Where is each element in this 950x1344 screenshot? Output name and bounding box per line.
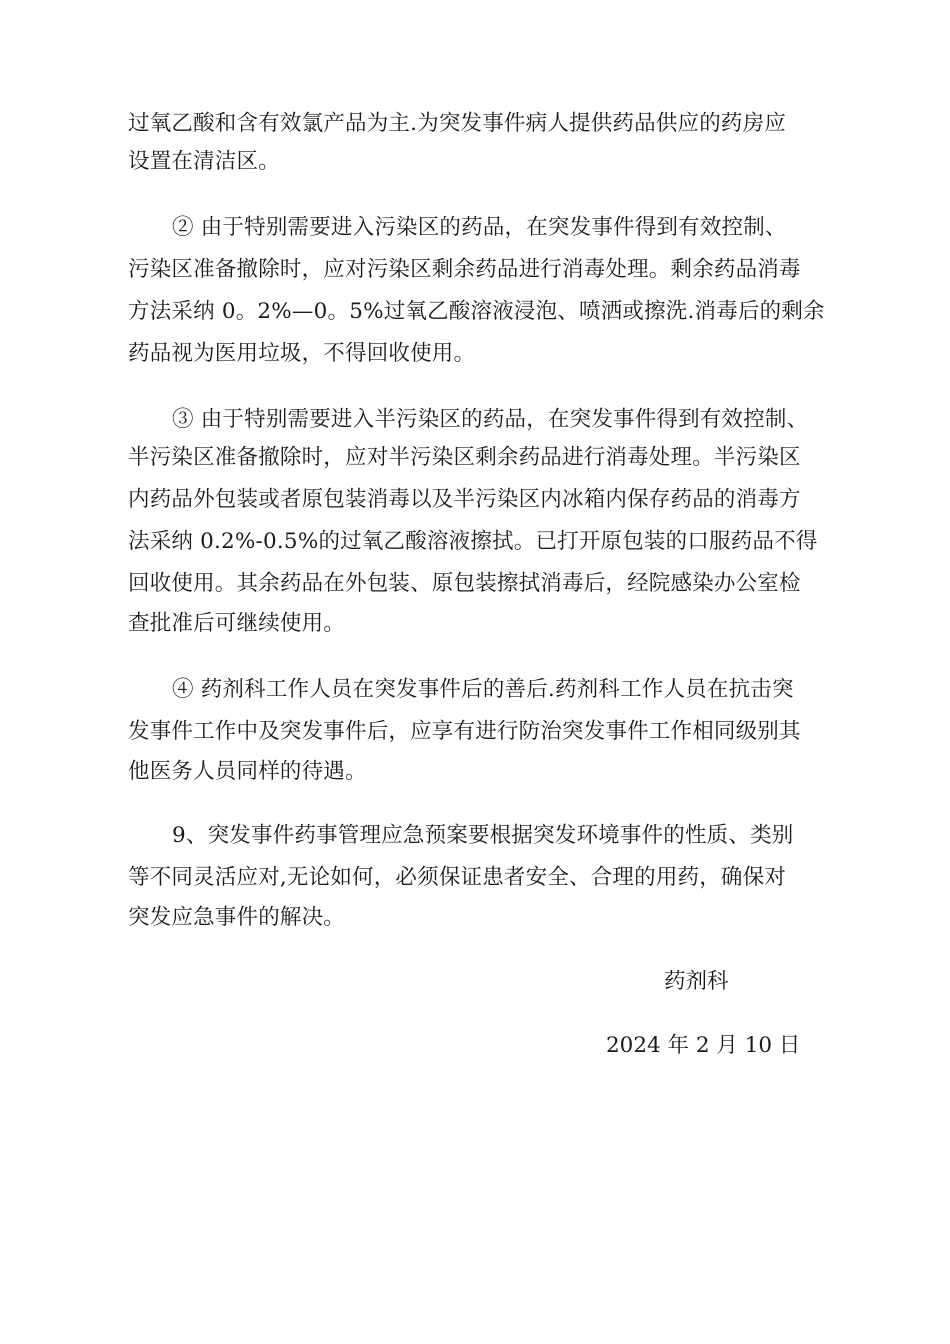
p5-line-3: 突发应急事件的解决。	[128, 905, 346, 930]
p1-line-1: 过氧乙酸和含有效氯产品为主.为突发事件病人提供药品供应的药房应	[128, 111, 787, 136]
signature-department: 药剂科	[664, 969, 729, 994]
signature-date: 2024 年 2 月 10 日	[606, 1033, 801, 1058]
p3-line-1: ③ 由于特别需要进入半污染区的药品，在突发事件得到有效控制、	[172, 407, 809, 432]
p2-line-2: 污染区准备撤除时，应对污染区剩余药品进行消毒处理。剩余药品消毒	[128, 257, 801, 282]
p5-line-2: 等不同灵活应对,无论如何，必须保证患者安全、合理的用药，确保对	[128, 865, 787, 890]
p2-line-4: 药品视为医用垃圾，不得回收使用。	[128, 341, 476, 366]
p2-line-1: ② 由于特别需要进入污染区的药品，在突发事件得到有效控制、	[172, 215, 787, 240]
p1-line-2: 设置在清洁区。	[128, 149, 280, 174]
p3-line-5: 回收使用。其余药品在外包装、原包装擦拭消毒后，经院感染办公室检	[128, 571, 801, 596]
p3-line-2: 半污染区准备撤除时，应对半污染区剩余药品进行消毒处理。半污染区	[128, 445, 801, 470]
p3-line-4: 法采纳 0.2%-0.5%的过氧乙酸溶液擦拭。已打开原包装的口服药品不得	[128, 529, 818, 554]
p5-line-1: 9、突发事件药事管理应急预案要根据突发环境事件的性质、类别	[172, 823, 794, 848]
p3-line-6: 查批准后可继续使用。	[128, 611, 346, 636]
p4-line-3: 他医务人员同样的待遇。	[128, 759, 367, 784]
p4-line-1: ④ 药剂科工作人员在突发事件后的善后.药剂科工作人员在抗击突	[172, 677, 794, 702]
p3-line-3: 内药品外包装或者原包装消毒以及半污染区内冰箱内保存药品的消毒方	[128, 487, 801, 512]
p2-line-3: 方法采纳 0。2%—0。5%过氧乙酸溶液浸泡、喷洒或擦洗.消毒后的剩余	[128, 299, 825, 324]
p4-line-2: 发事件工作中及突发事件后，应享有进行防治突发事件工作相同级别其	[128, 719, 801, 744]
